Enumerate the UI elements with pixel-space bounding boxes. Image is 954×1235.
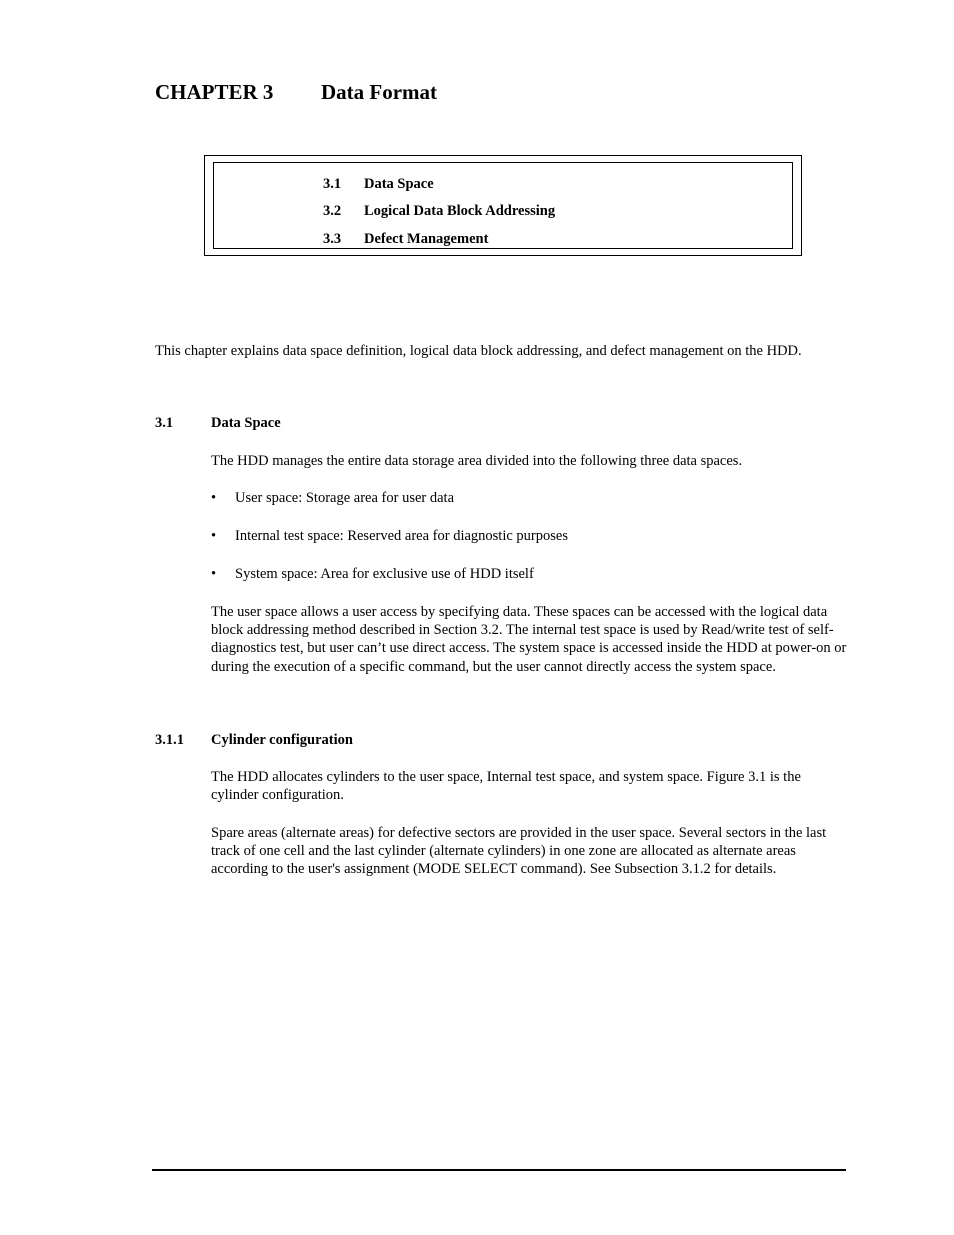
bullet-text: Internal test space: Reserved area for diagnostic purposes <box>235 528 568 544</box>
toc-entry-number: 3.3 <box>323 231 342 247</box>
toc-entry-3-3 <box>323 231 488 248</box>
section-title: Data Space <box>211 415 281 431</box>
bullet-text: User space: Storage area for user data <box>235 490 455 506</box>
bullet-item-system-space <box>211 566 534 583</box>
section-heading-3-1-1 <box>155 732 353 749</box>
bullet-item-user-space <box>211 490 454 507</box>
section-heading-3-1 <box>155 415 281 432</box>
data-space-body-paragraph: The user space allows a user access by specifying data. These spaces can be accessed with the logical data block addressing method described in Section 3.2. The internal test space is used by Read/write test of self-diagnostics test, but user can’t use direct access. The system space is accessed inside the HDD at power-on or during the execution of a specific command, but the user cannot directly access the system space. <box>211 604 847 675</box>
bullet-text: System space: Area for exclusive use of HDD itself <box>235 566 534 582</box>
section-number: 3.1.1 <box>155 732 184 748</box>
bullet-icon: • <box>211 566 217 582</box>
toc-entry-number: 3.2 <box>323 203 342 219</box>
toc-entry-title: Defect Management <box>364 231 489 247</box>
chapter-name: Data Format <box>321 80 438 104</box>
chapter-contents-box <box>204 155 802 256</box>
section-title: Cylinder configuration <box>211 732 353 748</box>
cylinder-config-paragraph-1: The HDD allocates cylinders to the user space, Internal test space, and system space. Figure 3.1 is the cylinder configuration. <box>211 769 801 804</box>
bullet-item-internal-test-space <box>211 528 568 545</box>
chapter-contents-inner-border <box>213 162 793 249</box>
bullet-icon: • <box>211 528 217 544</box>
chapter-title <box>155 80 437 105</box>
cylinder-config-paragraph-2: Spare areas (alternate areas) for defective sectors are provided in the user space. Several sectors in the last track of one cell and the last cylinder (alternate cylinders) in one zone are allocated as alternate areas according to the user's assignment (MODE SELECT command). See Subsection 3.1.2 for details. <box>211 825 827 878</box>
toc-entry-title: Data Space <box>364 176 434 192</box>
toc-entry-title: Logical Data Block Addressing <box>364 203 556 219</box>
data-space-lead-paragraph: The HDD manages the entire data storage area divided into the following three data spaces. <box>211 453 743 469</box>
toc-entry-3-1 <box>323 176 434 193</box>
toc-entry-number: 3.1 <box>323 176 342 192</box>
footer-divider <box>152 1169 846 1171</box>
toc-entry-3-2 <box>323 203 555 220</box>
chapter-number: CHAPTER 3 <box>155 80 274 104</box>
intro-paragraph: This chapter explains data space definition, logical data block addressing, and defect management on the HDD. <box>155 343 802 359</box>
section-number: 3.1 <box>155 415 174 431</box>
bullet-icon: • <box>211 490 217 506</box>
